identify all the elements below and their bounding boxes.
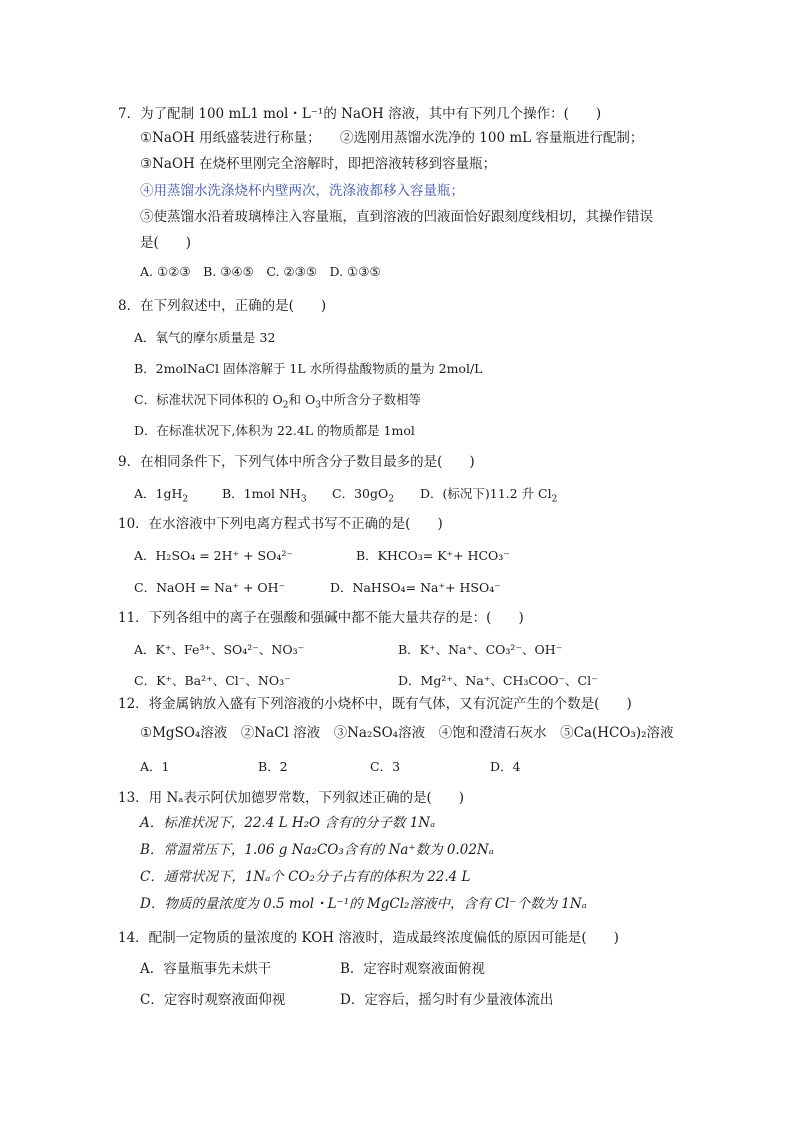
q8-option-d: D．在标准状况下,体积为 22.4L 的物质都是 1mol xyxy=(134,423,415,438)
q12-option-b: B．2 xyxy=(258,759,288,774)
q9-stem: 9．在相同条件下，下列气体中所含分子数目最多的是( ) xyxy=(118,454,475,470)
q9-option-d: D．(标况下)11.2 升 $Cl_2$ xyxy=(420,486,558,505)
q13-option-b: B．常温常压下，1.06 g Na₂CO₃含有的 Na⁺数为 0.02Nₐ xyxy=(140,842,494,858)
q11-option-a: A．K⁺、Fe³⁺、SO₄²⁻、NO₃⁻ xyxy=(134,642,305,657)
q12-stem: 12．将金属钠放入盛有下列溶液的小烧杯中，既有气体，又有沉淀产生的个数是( ) xyxy=(118,696,632,712)
q8-option-a: A．氧气的摩尔质量是 32 xyxy=(134,330,276,345)
q10-option-d: D．NaHSO₄= Na⁺+ HSO₄⁻ xyxy=(330,580,501,595)
q14-stem: 14．配制一定物质的量浓度的 KOH 溶液时，造成最终浓度偏低的原因可能是( ) xyxy=(118,930,619,946)
q7-op1: ①NaOH 用纸盛装进行称量； xyxy=(140,130,321,146)
q10-stem: 10．在水溶液中下列电离方程式书写不正确的是( ) xyxy=(118,516,443,532)
q14-option-a: A．容量瓶事先未烘干 xyxy=(140,961,272,977)
q7-op4: ④用蒸馏水洗涤烧杯内壁两次，洗涤液都移入容量瓶； xyxy=(140,183,464,199)
q10-option-b: B．KHCO₃= K⁺+ HCO₃⁻ xyxy=(356,548,510,563)
q7-op5a: ⑤使蒸馏水沿着玻璃棒注入容量瓶，直到溶液的凹液面恰好跟刻度线相切，其操作错误 xyxy=(140,209,653,225)
q7-op5b: 是( ) xyxy=(140,235,192,251)
q14-option-b: B．定容时观察液面俯视 xyxy=(340,961,485,977)
q8-option-c: C．标准状况下同体积的 $O_2$和 $O_3$中所含分子数相等 xyxy=(134,392,422,411)
q12-option-a: A．1 xyxy=(140,759,170,774)
q10-option-c: C．NaOH = Na⁺ + OH⁻ xyxy=(134,580,286,595)
q13-option-d: D．物质的量浓度为 0.5 mol・L⁻¹的 MgCl₂溶液中，含有 Cl⁻个数为 1Nₐ xyxy=(140,896,587,912)
q11-stem: 11．下列各组中的离子在强酸和强碱中都不能大量共存的是：( ) xyxy=(118,610,524,626)
q11-option-d: D．Mg²⁺、Na⁺、CH₃COO⁻、Cl⁻ xyxy=(398,673,598,688)
q12-option-d: D．4 xyxy=(490,759,521,774)
q13-option-a: A．标准状况下，22.4 L H₂O 含有的分子数 1Nₐ xyxy=(140,815,436,831)
q11-option-c: C．K⁺、Ba²⁺、Cl⁻、NO₃⁻ xyxy=(134,673,291,688)
q7-stem: 7．为了配制 100 mL1 mol・L⁻¹的 NaOH 溶液，其中有下列几个操作：( ) xyxy=(118,106,602,122)
q7-op2: ②选刚用蒸馏水洗净的 100 mL 容量瓶进行配制； xyxy=(340,130,644,146)
q13-option-c: C．通常状况下，1Nₐ个 CO₂分子占有的体积为 22.4 L xyxy=(140,869,471,885)
q14-option-c: C．定容时观察液面仰视 xyxy=(140,992,286,1008)
q10-option-a: A．H₂SO₄ = 2H⁺ + SO₄²⁻ xyxy=(134,548,293,563)
q7-op3: ③NaOH 在烧杯里刚完全溶解时，即把溶液转移到容量瓶； xyxy=(140,156,497,172)
q12-items: ①MgSO₄溶液 ②NaCl 溶液 ③Na₂SO₄溶液 ④饱和澄清石灰水 ⑤Ca(HCO₃)₂溶液 xyxy=(140,725,674,741)
q9-option-a: A．$1gH_2$ xyxy=(134,486,189,505)
q7-options: A. ①②③ B. ③④⑤ C. ②③⑤ D. ①③⑤ xyxy=(140,264,381,279)
q8-option-b: B．2molNaCl 固体溶解于 1L 水所得盐酸物质的量为 2mol/L xyxy=(134,361,483,376)
q14-option-d: D．定容后，摇匀时有少量液体流出 xyxy=(340,992,554,1008)
q9-option-b: B．1mol $NH_3$ xyxy=(222,486,307,505)
q8-stem: 8．在下列叙述中，正确的是( ) xyxy=(118,298,327,314)
q9-option-c: C．$30gO_2$ xyxy=(332,486,394,505)
q13-stem: 13．用 Nₐ表示阿伏加德罗常数，下列叙述正确的是( ) xyxy=(118,790,465,806)
q11-option-b: B．K⁺、Na⁺、CO₃²⁻、OH⁻ xyxy=(398,642,563,657)
q12-option-c: C．3 xyxy=(370,759,401,774)
